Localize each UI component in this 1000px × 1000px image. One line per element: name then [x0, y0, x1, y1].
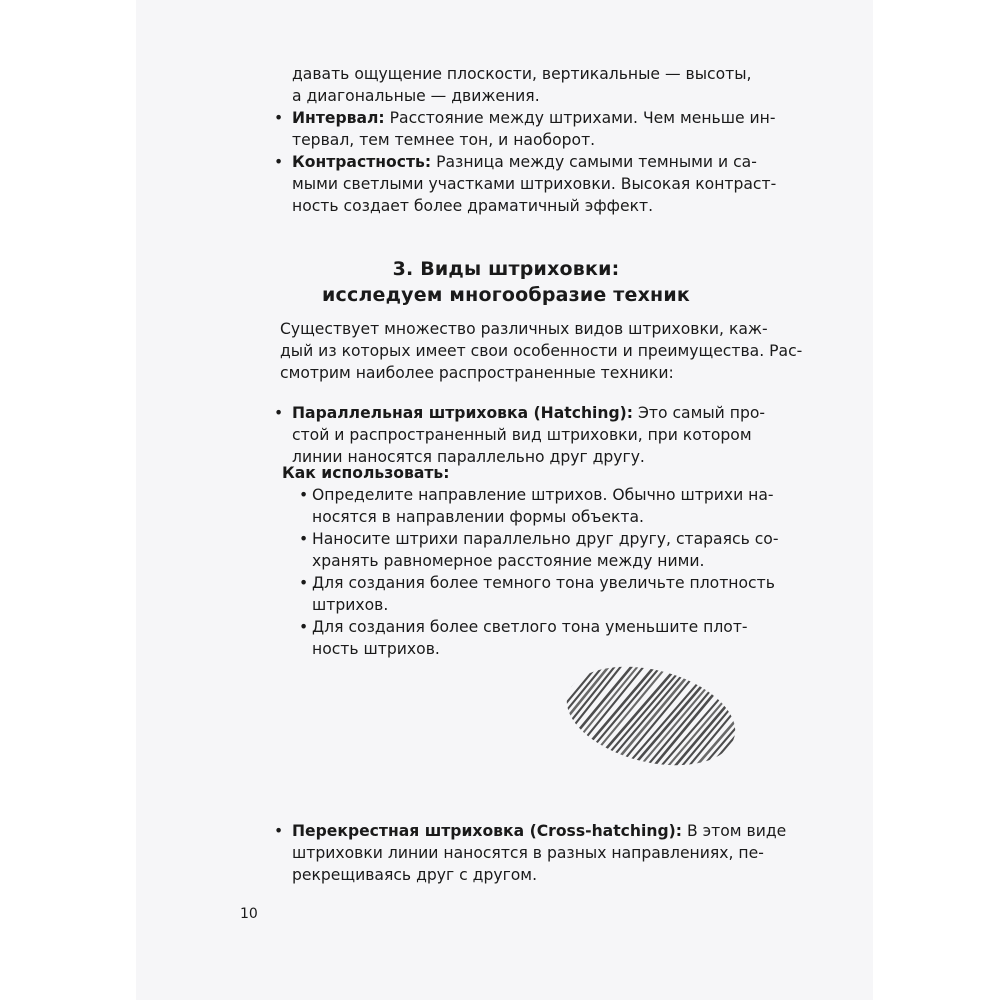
- how-to-step: [299, 616, 748, 660]
- bullet-text: мыми светлыми участками штриховки. Высокая контраст-: [292, 175, 777, 193]
- bullet-marker: •: [274, 109, 284, 127]
- step-line: ность штрихов.: [312, 640, 440, 658]
- bullet-term: Контрастность:: [292, 153, 432, 171]
- bullet-text: Разница между самыми темными и са-: [431, 153, 757, 171]
- bullet-marker: •: [299, 530, 309, 548]
- step-line: Для создания более темного тона увеличьте плотность: [312, 574, 775, 592]
- bullet-text: стой и распространенный вид штриховки, при котором: [292, 426, 752, 444]
- how-to-step: [299, 572, 775, 616]
- bullet-marker: •: [299, 618, 309, 636]
- hatch-stroke: [607, 660, 701, 772]
- how-to-step: [299, 484, 774, 528]
- bullet-marker: •: [274, 822, 284, 840]
- intro-paragraph: [280, 318, 803, 384]
- bullet-cross-hatching: [274, 820, 787, 886]
- section-heading: [280, 256, 732, 308]
- bullet-text: рекрещиваясь друг с другом.: [292, 866, 538, 884]
- how-to-use-label: Как использовать:: [282, 464, 450, 482]
- section-heading-line1: 3. Виды штриховки:: [392, 258, 620, 280]
- bullet-first-line: [292, 402, 766, 424]
- bullet-text: ность создает более драматичный эффект.: [292, 197, 654, 215]
- how-to-steps: [280, 484, 779, 660]
- step-line: Определите направление штрихов. Обычно штрихи на-: [312, 486, 774, 504]
- hatch-stroke: [600, 660, 695, 772]
- paragraph-line: дый из которых имеет свои особенности и преимущества. Рас-: [280, 342, 803, 360]
- bullet-term: Параллельная штриховка (Hatching):: [292, 404, 634, 422]
- section-heading-line2: исследуем многообразие техник: [322, 284, 690, 306]
- hatch-stroke: [740, 660, 749, 772]
- hatch-stroke: [649, 660, 742, 772]
- bullet-text: тервал, тем темнее тон, и наоборот.: [292, 131, 596, 149]
- paragraph-line: [280, 318, 768, 340]
- bullet-first-line: [292, 151, 757, 173]
- bullet-interval: [274, 107, 776, 151]
- bullet-marker: •: [299, 574, 309, 592]
- step-line: хранять равномерное расстояние между ними.: [312, 552, 705, 570]
- hatching-sample-illustration: [559, 660, 749, 772]
- hatch-stroke: [572, 660, 666, 772]
- bullet-first-line: [292, 107, 776, 129]
- hatch-stroke: [747, 660, 749, 772]
- bullet-contrast: [274, 151, 777, 217]
- bullet-text: В этом виде: [681, 822, 787, 840]
- hatch-stroke: [635, 660, 730, 772]
- hatch-stroke: [559, 660, 567, 772]
- intro-line: а диагональные — движения.: [292, 87, 540, 105]
- how-to-step: [299, 528, 779, 572]
- intro-continuation: [292, 63, 752, 107]
- bullet-hatching: [274, 402, 766, 468]
- bullet-text: Расстояние между штрихами. Чем меньше ин-: [384, 109, 776, 127]
- hatch-stroke: [559, 660, 573, 772]
- hatch-stroke: [559, 660, 626, 772]
- bullet-marker: •: [274, 404, 284, 422]
- hatch-stroke: [628, 660, 724, 772]
- step-line: Для создания более светлого тона уменьшите плот-: [312, 618, 748, 636]
- step-line: штрихов.: [312, 596, 389, 614]
- intro-line: давать ощущение плоскости, вертикальные — высоты,: [292, 65, 752, 83]
- bullet-term: Интервал:: [292, 109, 385, 127]
- bullet-term: Перекрестная штриховка (Cross-hatching):: [292, 822, 682, 840]
- step-line: Наносите штрихи параллельно друг другу, стараясь со-: [312, 530, 779, 548]
- bullet-text: Это самый про-: [633, 404, 766, 422]
- hatch-strokes: [559, 660, 749, 772]
- bullet-marker: •: [274, 153, 284, 171]
- bullet-marker: •: [299, 486, 309, 504]
- page-number: 10: [240, 906, 258, 922]
- hatch-stroke: [733, 660, 749, 772]
- book-page: [136, 0, 873, 1000]
- bullet-text: штриховки линии наносятся в разных направлениях, пе-: [292, 844, 764, 862]
- hatch-stroke: [691, 660, 749, 772]
- bullet-first-line: [292, 820, 787, 842]
- paragraph-line: смотрим наиболее распространенные техники:: [280, 364, 674, 382]
- hatch-stroke: [642, 660, 736, 772]
- step-line: носятся в направлении формы объекта.: [312, 508, 644, 526]
- bullet-text: линии наносятся параллельно друг другу.: [292, 448, 645, 466]
- paragraph-text: Существует множество различных видов штриховки, каж-: [280, 320, 768, 338]
